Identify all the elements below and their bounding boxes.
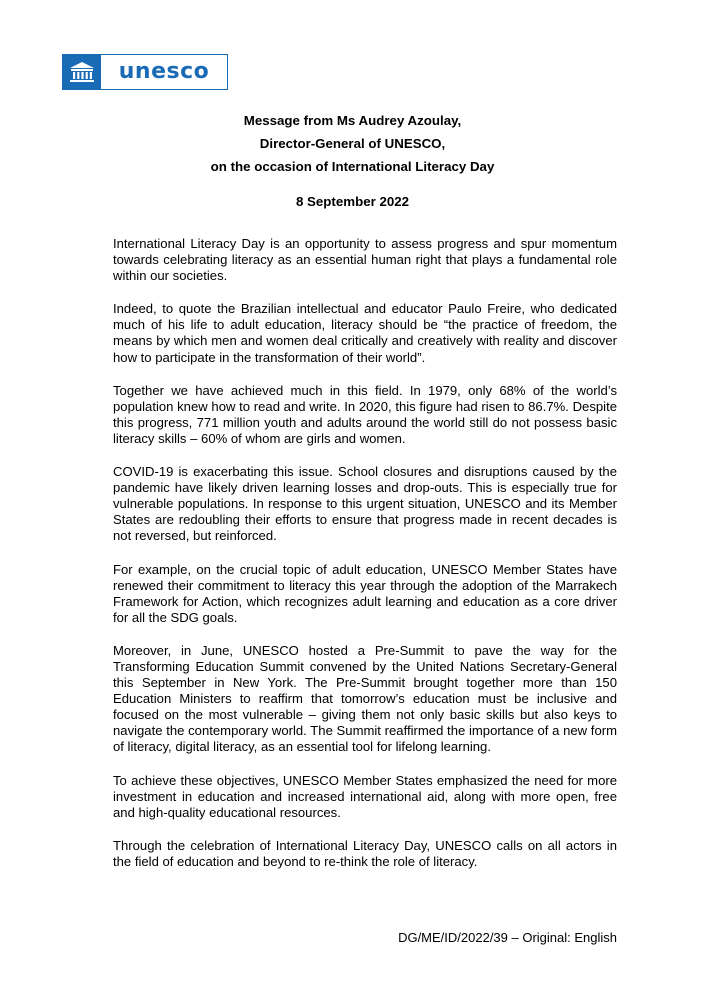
paragraph: Together we have achieved much in this field. In 1979, only 68% of the world’s population knew how to read and write. In 2020, this figure had risen to 86.7%. Despite this progress, 771 million youth and adults around the world still do not possess basic literacy skills – 60% of whom are girls and women. [113, 382, 617, 446]
paragraph: To achieve these objectives, UNESCO Member States emphasized the need for more investment in education and increased international aid, along with more open, free and high-quality educational resources. [113, 772, 617, 820]
paragraph: For example, on the crucial topic of adult education, UNESCO Member States have renewed their commitment to literacy this year through the adoption of the Marrakech Framework for Action, which recognizes adult learning and education as a core driver for all the SDG goals. [113, 561, 617, 625]
heading-message-from: Message from Ms Audrey Azoulay, [243, 113, 462, 128]
heading-director-general: Director-General of UNESCO, [259, 136, 446, 151]
paragraph: Through the celebration of International Literacy Day, UNESCO calls on all actors in the field of education and beyond to re-think the role of literacy. [113, 837, 617, 869]
paragraph: Indeed, to quote the Brazilian intellectual and educator Paulo Freire, who dedicated much of his life to adult education, literacy should be “the practice of freedom, the means by which men and women deal critically and creatively with reality and discover how to participate in the transformation of their world”. [113, 301, 617, 365]
temple-icon [63, 55, 101, 89]
document-date: 8 September 2022 [295, 194, 410, 209]
document-reference: DG/ME/ID/2022/39 – Original: English [398, 930, 617, 945]
unesco-logo [62, 54, 228, 90]
paragraph: COVID-19 is exacerbating this issue. School closures and disruptions caused by the pandemic have likely driven learning losses and drop-outs. This is especially true for vulnerable populations. In response to this urgent situation, UNESCO and its Member States are redoubling their efforts to ensure that progress made in recent decades is not reversed, but reinforced. [113, 464, 617, 544]
message-body [113, 236, 617, 887]
logo-wordmark: unesco [118, 58, 210, 84]
paragraph: International Literacy Day is an opportunity to assess progress and spur momentum towards celebrating literacy as an essential human right that plays a fundamental role within our societies. [113, 236, 617, 284]
paragraph: Moreover, in June, UNESCO hosted a Pre-Summit to pave the way for the Transforming Education Summit convened by the United Nations Secretary-General this September in New York. The Pre-Summit brought together more than 150 Education Ministers to reaffirm that tomorrow’s education must be inclusive and focused on the most vulnerable – giving them not only basic skills but also keys to navigate the contemporary world. The Summit reaffirmed the importance of a new form of literacy, digital literacy, as an essential tool for lifelong learning. [113, 642, 617, 755]
heading-occasion: on the occasion of International Literacy Day [210, 159, 495, 174]
